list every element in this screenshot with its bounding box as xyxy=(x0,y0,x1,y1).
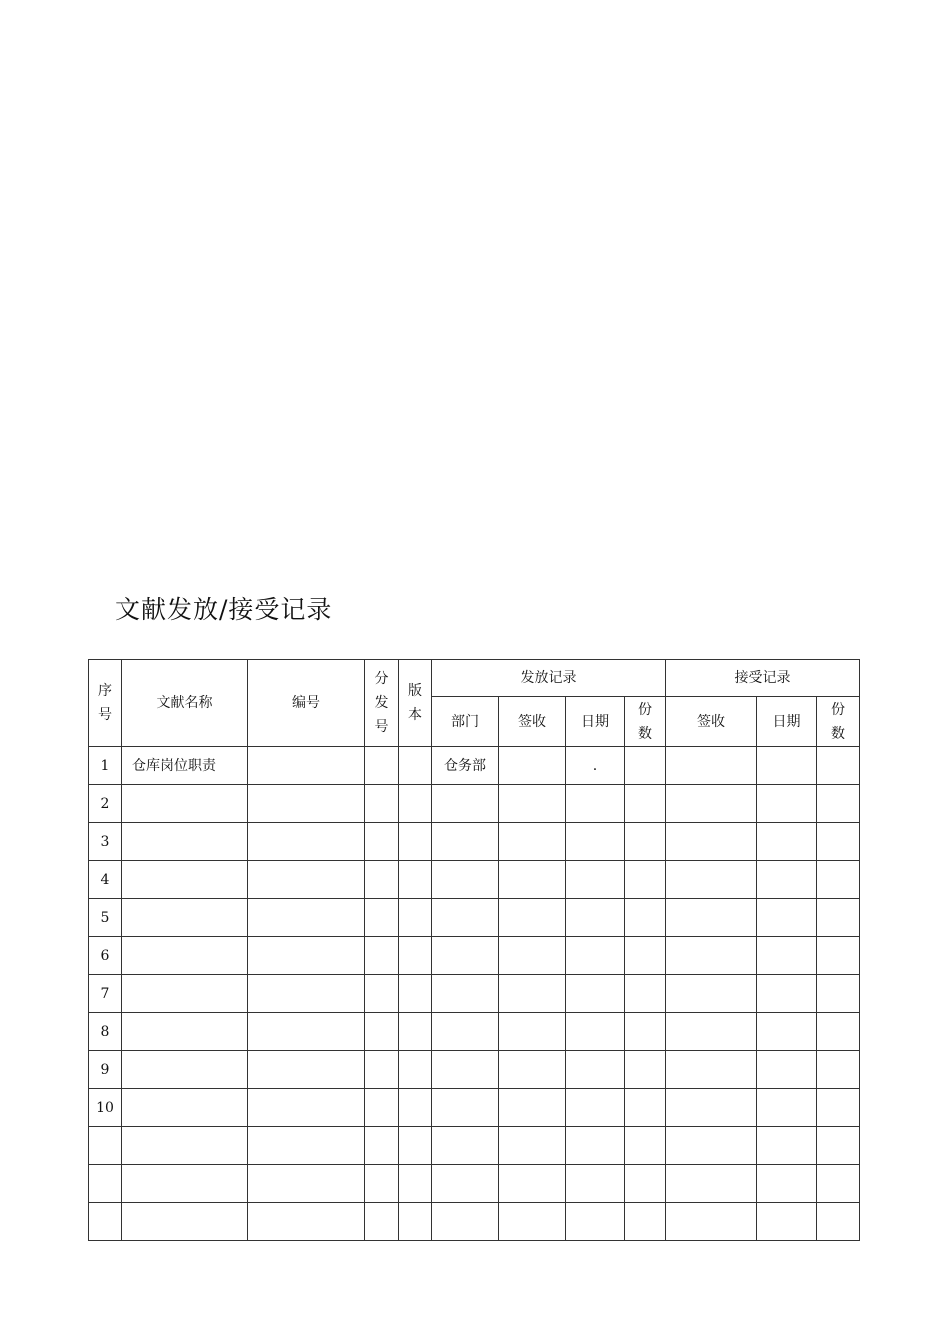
cell-receive-copies xyxy=(817,1013,860,1051)
cell-issue-dept xyxy=(432,1013,499,1051)
cell-version xyxy=(399,937,432,975)
table-row xyxy=(89,1013,860,1051)
cell-seq: 7 xyxy=(89,975,122,1013)
cell-receive-sign xyxy=(666,937,757,975)
cell-receive-date xyxy=(757,937,817,975)
table-row xyxy=(89,975,860,1013)
cell-seq xyxy=(89,1127,122,1165)
cell-dist-no xyxy=(365,861,399,899)
cell-doc-name xyxy=(122,937,248,975)
cell-receive-copies xyxy=(817,1127,860,1165)
cell-dist-no xyxy=(365,785,399,823)
cell-version xyxy=(399,1051,432,1089)
cell-doc-name xyxy=(122,1165,248,1203)
cell-issue-copies xyxy=(625,1013,666,1051)
header-issue-date: 日期 xyxy=(566,697,625,747)
cell-number xyxy=(248,1089,365,1127)
cell-receive-date xyxy=(757,1013,817,1051)
cell-issue-sign xyxy=(499,1013,566,1051)
cell-receive-date xyxy=(757,823,817,861)
cell-issue-date xyxy=(566,785,625,823)
cell-dist-no xyxy=(365,899,399,937)
cell-receive-date xyxy=(757,1051,817,1089)
header-row-1 xyxy=(89,660,860,697)
cell-receive-copies xyxy=(817,899,860,937)
cell-receive-date xyxy=(757,785,817,823)
table-row xyxy=(89,861,860,899)
cell-receive-sign xyxy=(666,785,757,823)
table-row xyxy=(89,1203,860,1241)
cell-issue-copies xyxy=(625,1127,666,1165)
table-row xyxy=(89,747,860,785)
header-issue-sign: 签收 xyxy=(499,697,566,747)
cell-seq: 5 xyxy=(89,899,122,937)
cell-version xyxy=(399,1013,432,1051)
cell-seq: 9 xyxy=(89,1051,122,1089)
cell-doc-name xyxy=(122,1051,248,1089)
cell-receive-sign xyxy=(666,861,757,899)
cell-issue-copies xyxy=(625,1165,666,1203)
cell-issue-sign xyxy=(499,1127,566,1165)
cell-issue-dept xyxy=(432,1203,499,1241)
cell-issue-dept xyxy=(432,899,499,937)
cell-receive-sign xyxy=(666,1165,757,1203)
cell-issue-sign xyxy=(499,861,566,899)
cell-version xyxy=(399,1203,432,1241)
table-row xyxy=(89,937,860,975)
cell-dist-no xyxy=(365,975,399,1013)
cell-dist-no xyxy=(365,1203,399,1241)
cell-issue-copies xyxy=(625,937,666,975)
cell-receive-sign xyxy=(666,747,757,785)
cell-issue-dept xyxy=(432,975,499,1013)
cell-receive-sign xyxy=(666,975,757,1013)
distribution-record-table xyxy=(88,659,860,1241)
cell-version xyxy=(399,1089,432,1127)
cell-issue-sign xyxy=(499,1203,566,1241)
header-seq: 序号 xyxy=(89,660,122,747)
cell-receive-sign xyxy=(666,823,757,861)
table-row xyxy=(89,1089,860,1127)
cell-dist-no xyxy=(365,1013,399,1051)
cell-seq: 4 xyxy=(89,861,122,899)
cell-doc-name xyxy=(122,899,248,937)
cell-issue-sign xyxy=(499,899,566,937)
header-dist-no: 分发号 xyxy=(365,660,399,747)
cell-receive-copies xyxy=(817,823,860,861)
cell-issue-sign xyxy=(499,785,566,823)
cell-receive-date xyxy=(757,1203,817,1241)
cell-version xyxy=(399,785,432,823)
cell-receive-copies xyxy=(817,1051,860,1089)
header-receive-copies: 份数 xyxy=(817,697,860,747)
cell-dist-no xyxy=(365,1165,399,1203)
header-receive-group: 接受记录 xyxy=(666,660,860,697)
cell-doc-name xyxy=(122,861,248,899)
cell-dist-no xyxy=(365,823,399,861)
cell-receive-copies xyxy=(817,1089,860,1127)
cell-dist-no xyxy=(365,1089,399,1127)
cell-seq: 8 xyxy=(89,1013,122,1051)
cell-receive-date xyxy=(757,1165,817,1203)
cell-dist-no xyxy=(365,747,399,785)
cell-version xyxy=(399,1165,432,1203)
cell-issue-copies xyxy=(625,861,666,899)
table-row xyxy=(89,899,860,937)
cell-receive-sign xyxy=(666,1203,757,1241)
cell-issue-date xyxy=(566,1089,625,1127)
cell-issue-dept: 仓务部 xyxy=(432,747,499,785)
cell-seq: 2 xyxy=(89,785,122,823)
cell-issue-sign xyxy=(499,747,566,785)
cell-number xyxy=(248,899,365,937)
cell-issue-dept xyxy=(432,1127,499,1165)
cell-doc-name xyxy=(122,1013,248,1051)
cell-issue-date xyxy=(566,1165,625,1203)
cell-receive-sign xyxy=(666,1013,757,1051)
cell-number xyxy=(248,1203,365,1241)
table-row xyxy=(89,823,860,861)
cell-issue-copies xyxy=(625,899,666,937)
cell-issue-date xyxy=(566,1127,625,1165)
cell-issue-dept xyxy=(432,785,499,823)
cell-issue-date xyxy=(566,937,625,975)
cell-issue-date xyxy=(566,823,625,861)
header-receive-date: 日期 xyxy=(757,697,817,747)
table-row xyxy=(89,1165,860,1203)
header-issue-copies: 份数 xyxy=(625,697,666,747)
cell-receive-sign xyxy=(666,899,757,937)
cell-issue-copies xyxy=(625,1051,666,1089)
cell-issue-date xyxy=(566,1203,625,1241)
cell-issue-dept xyxy=(432,823,499,861)
cell-issue-dept xyxy=(432,937,499,975)
cell-version xyxy=(399,899,432,937)
cell-seq: 10 xyxy=(89,1089,122,1127)
cell-issue-sign xyxy=(499,1165,566,1203)
cell-number xyxy=(248,1127,365,1165)
cell-issue-date xyxy=(566,1013,625,1051)
cell-receive-copies xyxy=(817,1165,860,1203)
cell-doc-name xyxy=(122,975,248,1013)
header-receive-sign: 签收 xyxy=(666,697,757,747)
cell-seq xyxy=(89,1203,122,1241)
cell-doc-name xyxy=(122,1089,248,1127)
cell-version xyxy=(399,861,432,899)
cell-receive-date xyxy=(757,1127,817,1165)
cell-seq: 3 xyxy=(89,823,122,861)
cell-doc-name xyxy=(122,785,248,823)
cell-number xyxy=(248,785,365,823)
cell-issue-dept xyxy=(432,1089,499,1127)
cell-version xyxy=(399,823,432,861)
cell-number xyxy=(248,1051,365,1089)
cell-seq: 1 xyxy=(89,747,122,785)
cell-version xyxy=(399,975,432,1013)
table-row xyxy=(89,1127,860,1165)
header-issue-dept: 部门 xyxy=(432,697,499,747)
cell-receive-copies xyxy=(817,1203,860,1241)
cell-number xyxy=(248,975,365,1013)
cell-version xyxy=(399,747,432,785)
header-number: 编号 xyxy=(248,660,365,747)
cell-issue-sign xyxy=(499,1051,566,1089)
cell-issue-date xyxy=(566,861,625,899)
cell-dist-no xyxy=(365,1127,399,1165)
cell-issue-copies xyxy=(625,975,666,1013)
header-issue-group: 发放记录 xyxy=(432,660,666,697)
cell-number xyxy=(248,1013,365,1051)
cell-receive-date xyxy=(757,975,817,1013)
cell-issue-sign xyxy=(499,1089,566,1127)
cell-receive-date xyxy=(757,861,817,899)
cell-receive-sign xyxy=(666,1089,757,1127)
cell-receive-sign xyxy=(666,1127,757,1165)
cell-issue-dept xyxy=(432,1165,499,1203)
cell-issue-sign xyxy=(499,823,566,861)
cell-issue-copies xyxy=(625,785,666,823)
cell-version xyxy=(399,1127,432,1165)
cell-number xyxy=(248,823,365,861)
cell-receive-copies xyxy=(817,975,860,1013)
cell-issue-copies xyxy=(625,1203,666,1241)
cell-issue-copies xyxy=(625,823,666,861)
cell-issue-dept xyxy=(432,1051,499,1089)
cell-seq: 6 xyxy=(89,937,122,975)
cell-issue-date: . xyxy=(566,747,625,785)
header-doc-name: 文献名称 xyxy=(122,660,248,747)
cell-issue-copies xyxy=(625,1089,666,1127)
cell-receive-copies xyxy=(817,747,860,785)
page-title: 文献发放/接受记录 xyxy=(115,595,333,624)
cell-issue-date xyxy=(566,899,625,937)
cell-seq xyxy=(89,1165,122,1203)
cell-issue-dept xyxy=(432,861,499,899)
cell-doc-name xyxy=(122,1127,248,1165)
cell-doc-name: 仓库岗位职责 xyxy=(122,747,248,785)
cell-number xyxy=(248,747,365,785)
cell-number xyxy=(248,937,365,975)
cell-issue-date xyxy=(566,1051,625,1089)
cell-doc-name xyxy=(122,823,248,861)
cell-receive-copies xyxy=(817,861,860,899)
cell-issue-copies xyxy=(625,747,666,785)
header-version: 版本 xyxy=(399,660,432,747)
cell-receive-sign xyxy=(666,1051,757,1089)
table-row xyxy=(89,1051,860,1089)
cell-doc-name xyxy=(122,1203,248,1241)
cell-issue-sign xyxy=(499,937,566,975)
cell-receive-date xyxy=(757,1089,817,1127)
cell-receive-copies xyxy=(817,937,860,975)
cell-dist-no xyxy=(365,937,399,975)
table-row xyxy=(89,785,860,823)
cell-receive-date xyxy=(757,747,817,785)
cell-dist-no xyxy=(365,1051,399,1089)
cell-number xyxy=(248,1165,365,1203)
cell-issue-sign xyxy=(499,975,566,1013)
cell-issue-date xyxy=(566,975,625,1013)
cell-number xyxy=(248,861,365,899)
cell-receive-date xyxy=(757,899,817,937)
cell-receive-copies xyxy=(817,785,860,823)
